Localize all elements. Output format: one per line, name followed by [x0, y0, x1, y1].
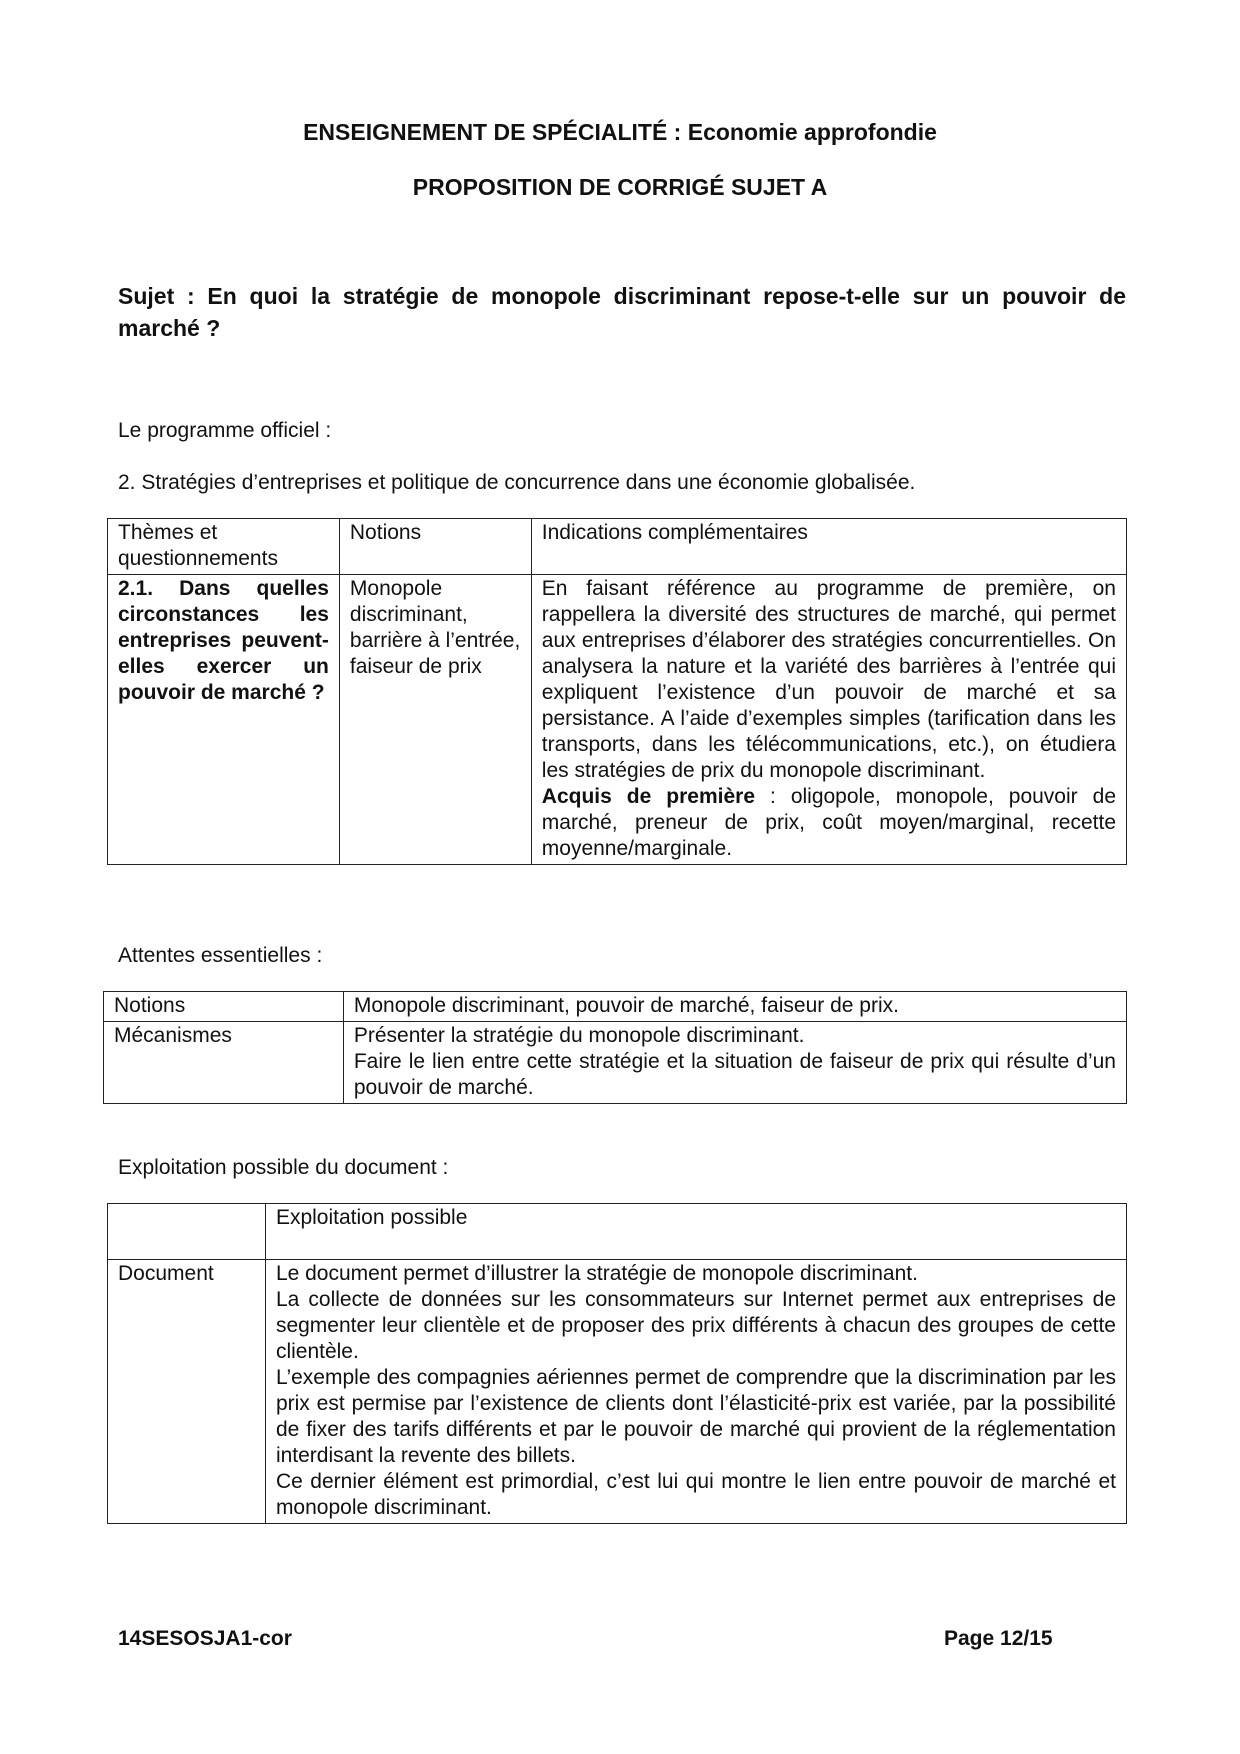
table-header-cell: Thèmes et questionnements: [108, 519, 340, 575]
programme-item: 2. Stratégies d’entreprises et politique de concurrence dans une économie globalisée.: [118, 471, 916, 494]
table-row: [104, 1022, 1127, 1104]
table-row: [108, 1260, 1127, 1524]
attentes-label: Attentes essentielles :: [118, 944, 323, 967]
table-row: [108, 1204, 1127, 1260]
table-row: [108, 575, 1127, 865]
acquis-text: : oligopole, monopole, pouvoir de marché, preneur de prix, coût moyen/marginal, recette moyenne/marginale.: [541, 785, 1116, 860]
exploitation-paragraph: Ce dernier élément est primordial, c’est lui qui montre le lien entre pouvoir de marché et monopole discriminant.: [275, 1470, 1116, 1519]
page-subtitle: PROPOSITION DE CORRIGÉ SUJET A: [412, 174, 828, 200]
attentes-notions-value: Monopole discriminant, pouvoir de marché, faiseur de prix.: [343, 992, 1126, 1022]
exploitation-paragraph: Le document permet d’illustrer la stratégie de monopole discriminant.: [275, 1262, 918, 1285]
exploitation-label: Exploitation possible du document :: [118, 1156, 449, 1179]
table-row: [108, 519, 1127, 575]
attentes-table: [103, 991, 1127, 1104]
acquis-label: Acquis de première: [541, 785, 755, 808]
sujet-question: Sujet : En quoi la stratégie de monopole discriminant repose-t-elle sur un pouvoir de marché ?: [118, 283, 1126, 341]
exploitation-paragraph: La collecte de données sur les consommateurs sur Internet permet aux entreprises de segmenter leur clientèle et de proposer des prix différents à chacun des groupes de cette clientèle.: [275, 1288, 1116, 1363]
attentes-mecanismes-label: Mécanismes: [104, 1022, 344, 1104]
document-label: Document: [108, 1260, 266, 1524]
mecanismes-line: Faire le lien entre cette stratégie et la situation de faiseur de prix qui résulte d’un pouvoir de marché.: [353, 1050, 1116, 1099]
attentes-notions-label: Notions: [104, 992, 344, 1022]
exploitation-header: Exploitation possible: [265, 1204, 1126, 1260]
table-header-cell: Indications complémentaires: [531, 519, 1126, 575]
empty-cell: [108, 1204, 266, 1260]
footer-code: 14SESOSJA1-cor: [118, 1627, 292, 1650]
table-row: [104, 992, 1127, 1022]
indications-cell: [531, 575, 1126, 865]
footer-page: Page 12/15: [944, 1627, 1053, 1650]
exploitation-table: [107, 1203, 1127, 1524]
indications-text: En faisant référence au programme de première, on rappellera la diversité des structures de marché, qui permet aux entreprises d’élaborer des stratégies concurrentielles. On analysera la nature et la variété des barrières à l’entrée qui expliquent l’existence d’un pouvoir de marché et sa persistance. A l’aide d’exemples simples (tarification dans les transports, dans les télécommunications, etc.), on étudiera les stratégies de prix du monopole discriminant.: [541, 577, 1116, 782]
exploitation-content: [265, 1260, 1126, 1524]
attentes-mecanismes-value: [343, 1022, 1126, 1104]
theme-cell: 2.1. Dans quelles circonstances les entreprises peuvent-elles exercer un pouvoir de marché ?: [108, 575, 340, 865]
notions-cell: Monopole discriminant, barrière à l’entrée, faiseur de prix: [339, 575, 531, 865]
programme-label: Le programme officiel :: [118, 419, 332, 442]
table-header-cell: Notions: [339, 519, 531, 575]
page-title: ENSEIGNEMENT DE SPÉCIALITÉ : Economie approfondie: [303, 119, 937, 145]
mecanismes-line: Présenter la stratégie du monopole discriminant.: [353, 1024, 805, 1047]
programme-table: [107, 518, 1127, 865]
exploitation-paragraph: L’exemple des compagnies aériennes permet de comprendre que la discrimination par les prix est permise par l’existence de clients dont l’élasticité-prix est variée, par la possibilité de fixer des tarifs différents et par le pouvoir de marché qui provient de la réglementation interdisant la revente des billets.: [275, 1366, 1116, 1467]
